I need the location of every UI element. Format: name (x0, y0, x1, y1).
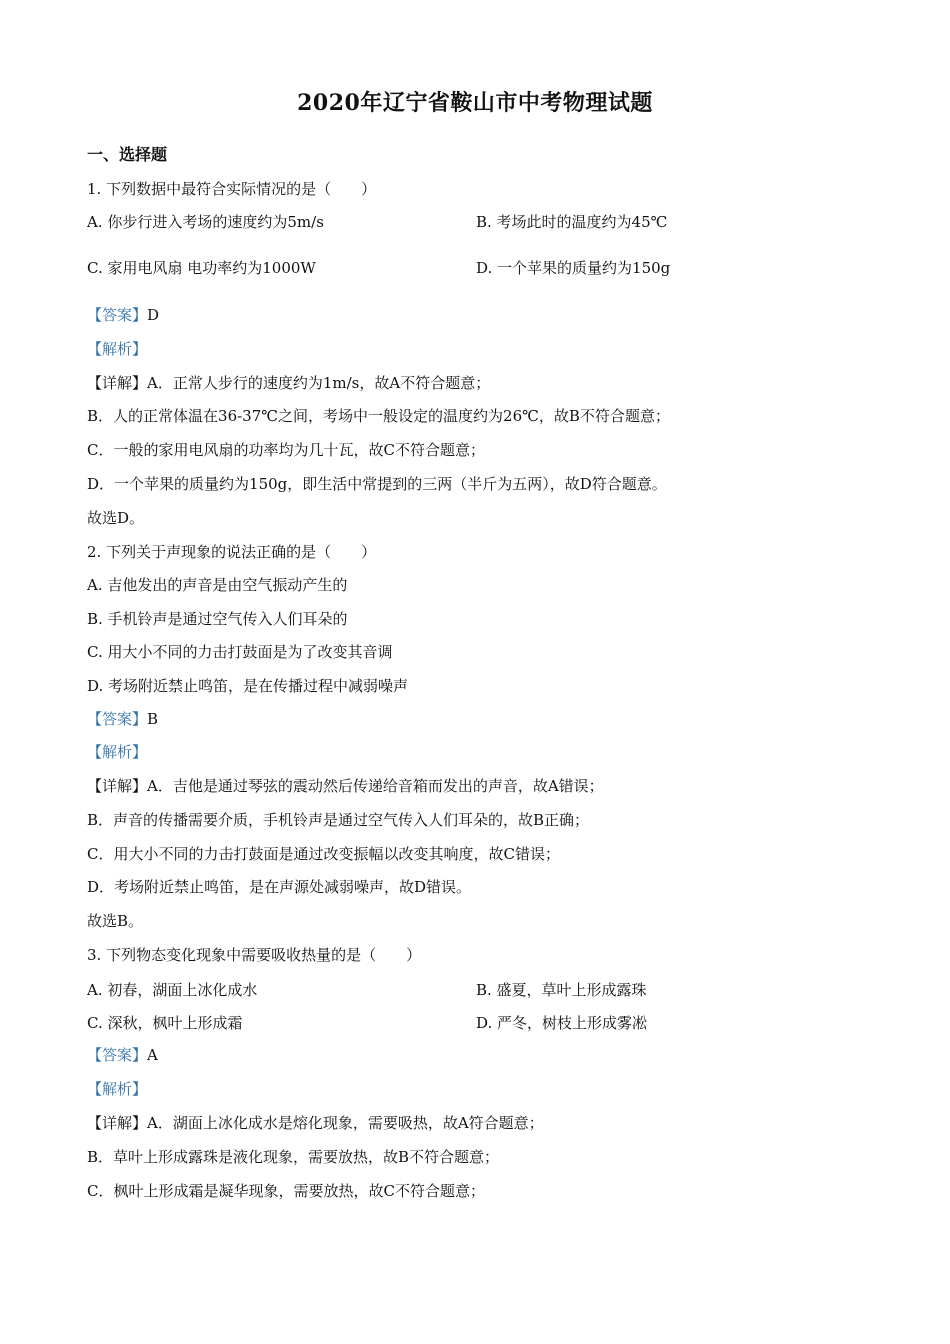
question-2-option-a: A. 吉他发出的声音是由空气振动产生的 (87, 576, 348, 594)
question-1-analysis-label: 【解析】 (87, 340, 148, 358)
question-2-detail-line-4: D．考场附近禁止鸣笛，是在声源处减弱噪声，故D错误。 (87, 878, 472, 896)
question-1-conclusion: 故选D。 (87, 509, 145, 527)
answer-value: D (147, 306, 160, 324)
question-1-option-a: A. 你步行进入考场的速度约为5m/s (87, 213, 324, 231)
question-2-conclusion: 故选B。 (87, 912, 144, 930)
detail-label: 【详解】 (87, 777, 148, 795)
answer-label: 【答案】 (87, 306, 148, 324)
question-3-option-c: C. 深秋，枫叶上形成霜 (87, 1014, 243, 1032)
question-3-answer (87, 1045, 158, 1065)
question-2-option-b: B. 手机铃声是通过空气传入人们耳朵的 (87, 610, 348, 628)
detail-label: 【详解】 (87, 374, 148, 392)
question-3-option-b: B. 盛夏，草叶上形成露珠 (476, 981, 647, 999)
question-2-analysis-label: 【解析】 (87, 743, 148, 761)
question-1-stem: 1. 下列数据中最符合实际情况的是（ ） (87, 180, 377, 198)
detail-text: A．正常人步行的速度约为1m/s，故A不符合题意； (147, 374, 491, 392)
question-2-detail-line-3: C．用大小不同的力击打鼓面是通过改变振幅以改变其响度，故C错误； (87, 845, 560, 863)
question-2-option-c: C. 用大小不同的力击打鼓面是为了改变其音调 (87, 643, 393, 661)
question-3-detail-line-1 (87, 1113, 544, 1133)
answer-value: A (147, 1046, 158, 1064)
question-2-stem: 2. 下列关于声现象的说法正确的是（ ） (87, 543, 377, 561)
question-2-detail-line-1 (87, 776, 604, 796)
answer-value: B (147, 710, 159, 728)
detail-label: 【详解】 (87, 1114, 148, 1132)
question-1-detail-line-4: D．一个苹果的质量约为150g，即生活中常提到的三两（半斤为五两），故D符合题意。 (87, 475, 667, 493)
question-3-detail-line-3: C．枫叶上形成霜是凝华现象，需要放热，故C不符合题意； (87, 1182, 485, 1200)
question-1-answer (87, 305, 159, 325)
question-1-detail-line-3: C．一般的家用电风扇的功率均为几十瓦，故C不符合题意； (87, 441, 485, 459)
question-3-stem: 3. 下列物态变化现象中需要吸收热量的是（ ） (87, 946, 422, 964)
question-3-analysis-label: 【解析】 (87, 1080, 148, 1098)
question-1-detail-line-2: B．人的正常体温在36-37℃之间，考场中一般设定的温度约为26℃，故B不符合题意； (87, 407, 670, 425)
question-1-option-b: B. 考场此时的温度约为45℃ (476, 213, 668, 231)
page-title: 2020年辽宁省鞍山市中考物理试题 (297, 90, 653, 116)
question-3-detail-line-2: B．草叶上形成露珠是液化现象，需要放热，故B不符合题意； (87, 1148, 500, 1166)
question-3-option-d: D. 严冬，树枝上形成雾凇 (476, 1014, 648, 1032)
answer-label: 【答案】 (87, 1046, 148, 1064)
question-1-option-c: C. 家用电风扇 电功率约为1000W (87, 259, 316, 277)
section-heading: 一、选择题 (87, 145, 168, 164)
question-3-option-a: A. 初春，湖面上冰化成水 (87, 981, 258, 999)
question-2-option-d: D. 考场附近禁止鸣笛，是在传播过程中减弱噪声 (87, 677, 409, 695)
question-2-detail-line-2: B．声音的传播需要介质，手机铃声是通过空气传入人们耳朵的，故B正确； (87, 811, 590, 829)
detail-text: A．湖面上冰化成水是熔化现象，需要吸热，故A符合题意； (147, 1114, 544, 1132)
question-1-option-d: D. 一个苹果的质量约为150g (476, 259, 671, 277)
answer-label: 【答案】 (87, 710, 148, 728)
question-2-answer (87, 709, 158, 729)
detail-text: A．吉他是通过琴弦的震动然后传递给音箱而发出的声音，故A错误； (147, 777, 604, 795)
question-1-detail-line-1 (87, 373, 490, 393)
